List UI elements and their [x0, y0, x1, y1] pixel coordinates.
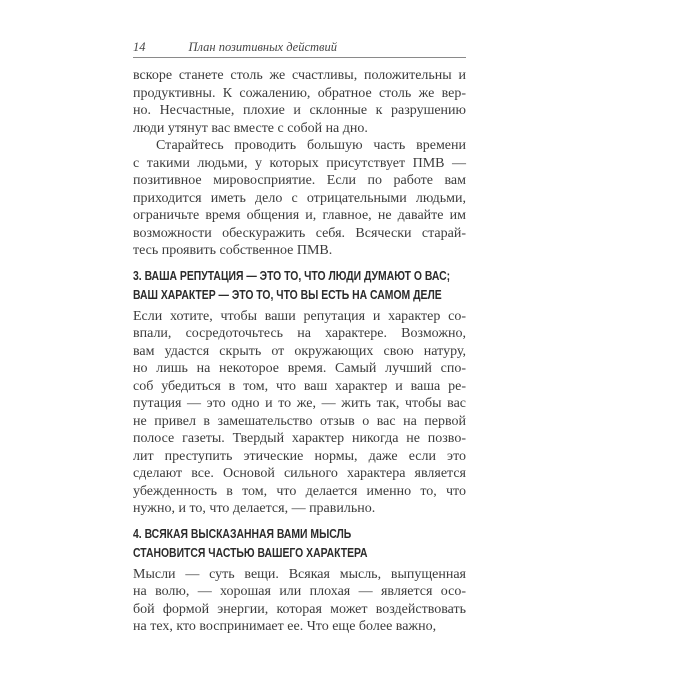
text-line: не привел в замешательство отзыв о вас на первой [133, 413, 466, 429]
header-rule [133, 57, 466, 58]
section-heading [133, 524, 466, 562]
text-line: на тех, кто воспринимает ее. Что еще более важно, [133, 619, 437, 634]
text-line: люди утянут вас вместе с собой на дно. [133, 120, 368, 136]
text-line: соб убедиться в том, что ваш характер и ваша ре- [133, 378, 466, 394]
text-column [133, 40, 466, 636]
paragraph [133, 67, 466, 137]
text-line: но. Несчастные, плохие и склонные к разрушению [133, 103, 466, 118]
text-line: ограничьте время общения и, главное, не давайте им [133, 208, 466, 223]
text-line: Если хотите, чтобы ваши репутация и характер со- [133, 308, 466, 324]
text-line: приходится иметь дело с отрицательными людьми, [133, 190, 466, 206]
text-line: лит преступить этические нормы, даже если это [133, 448, 466, 464]
text-line: вам удастся скрыть от окружающих свою натуру, [133, 343, 466, 359]
page-number: 14 [133, 40, 146, 54]
text-line: путация — это одно и то же, — жить так, чтобы вас [133, 396, 466, 411]
text-line: вскоре станете столь же счастливы, положительны и [133, 68, 466, 83]
text-line: 4. ВСЯКАЯ ВЫСКАЗАННАЯ ВАМИ МЫСЛЬ [133, 525, 352, 541]
text-line: Старайтесь проводить большую часть времени [156, 138, 466, 153]
text-line: на волю, — хорошая или плохая — является осо- [133, 584, 466, 599]
text-line: тесь проявить собственное ПМВ. [133, 243, 333, 258]
text-line: нужно, и то, что делается, — правильно. [133, 501, 376, 516]
text-line: возможности обескуражить себя. Всячески старай- [133, 225, 466, 241]
text-line: впали, сосредоточьтесь на характере. Возможно, [133, 326, 466, 341]
page-header [133, 40, 466, 54]
text-line: продуктивны. К сожалению, обратное столь же вер- [133, 85, 466, 101]
text-line: полосе газеты. Твердый характер никогда не позво- [133, 431, 466, 446]
paragraph [133, 566, 466, 636]
text-line: позитивное мировосприятие. Если по работе вам [133, 173, 466, 188]
text-line: Мысли — суть вещи. Всякая мысль, выпущенная [133, 566, 466, 582]
page-body [133, 67, 466, 636]
paragraph [133, 308, 466, 518]
text-line: с такими людьми, у которых присутствует ПМВ — [133, 155, 466, 171]
text-line: бой формой энергии, которая может воздействовать [133, 601, 466, 617]
text-line: но лишь на некоторое время. Самый лучший спо- [133, 361, 466, 376]
paragraph [133, 137, 466, 260]
text-line: ВАШ ХАРАКТЕР — ЭТО ТО, ЧТО ВЫ ЕСТЬ НА САМОМ ДЕЛЕ [133, 286, 442, 302]
text-line: убежденность в том, что делается именно то, что [133, 483, 466, 499]
section-heading [133, 266, 466, 304]
text-line: сделают все. Основой сильного характера является [133, 466, 466, 481]
text-line: 3. ВАША РЕПУТАЦИЯ — ЭТО ТО, ЧТО ЛЮДИ ДУМАЮТ О ВАС; [133, 267, 451, 283]
text-line: СТАНОВИТСЯ ЧАСТЬЮ ВАШЕГО ХАРАКТЕРА [133, 544, 368, 560]
running-title: План позитивных действий [188, 40, 337, 54]
